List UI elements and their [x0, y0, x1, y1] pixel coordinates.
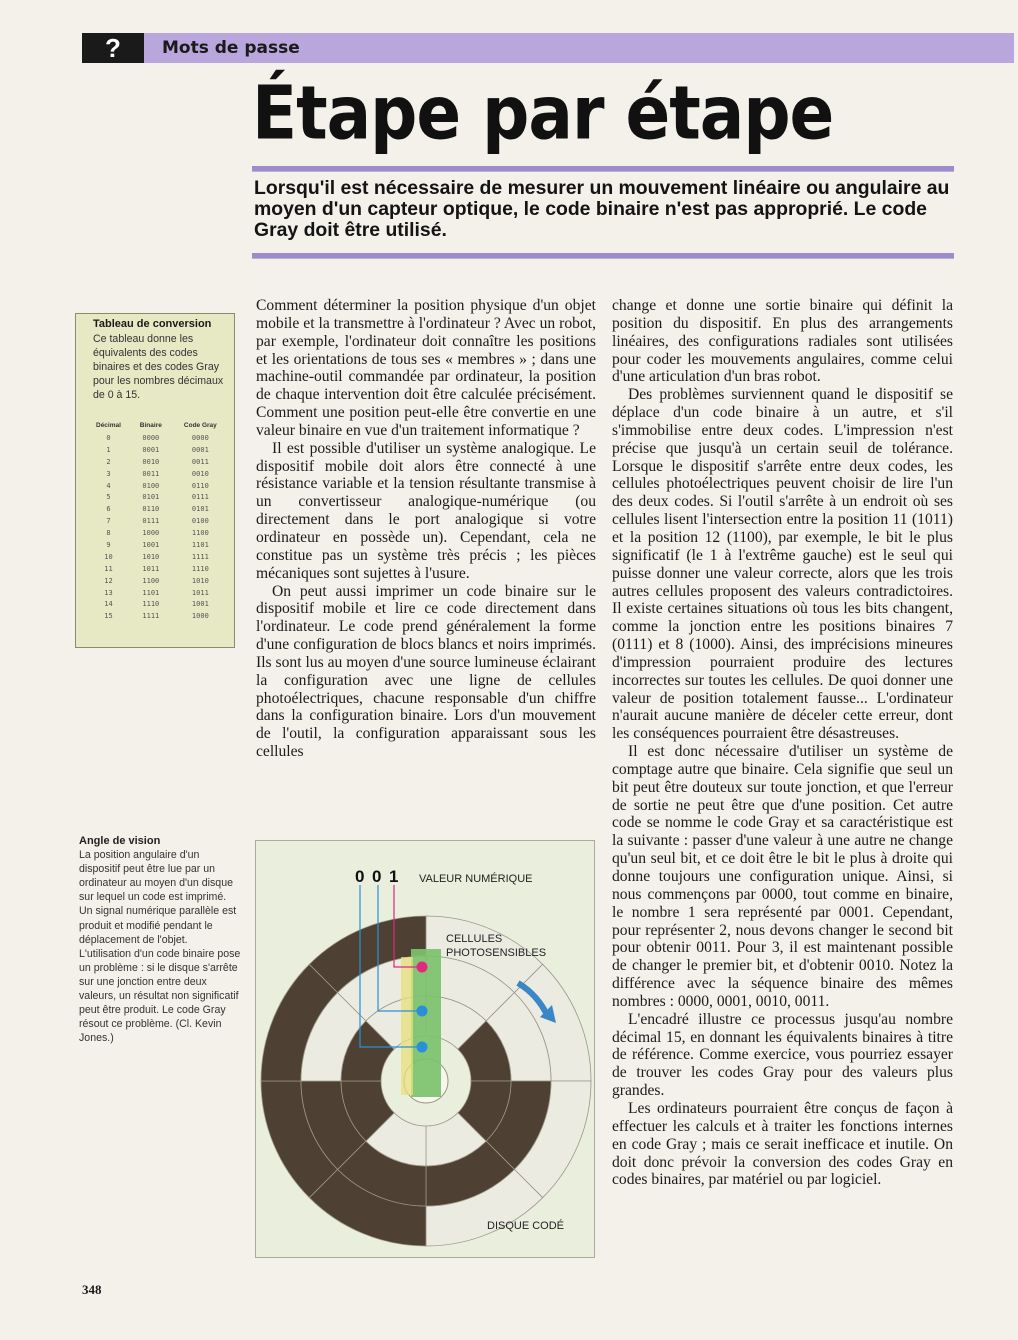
table-cell: 1100: [142, 576, 160, 585]
table-row: [86, 587, 230, 599]
table-cell: 0111: [191, 493, 209, 502]
table-cell: 0011: [191, 457, 209, 466]
table-row: [86, 539, 230, 551]
table-cell: 0111: [142, 517, 160, 526]
question-badge: ?: [82, 33, 144, 63]
table-cell: 0: [106, 433, 111, 442]
table-cell: 1111: [191, 552, 209, 561]
table-cell: 1110: [142, 600, 160, 609]
table-row: [86, 491, 230, 503]
text-column-1: [256, 297, 596, 761]
table-cell: 15: [104, 612, 113, 621]
table-cell: 7: [106, 517, 111, 526]
table-cell: 1011: [142, 564, 160, 573]
coded-disk-figure: [255, 840, 595, 1258]
column-header: Binaire: [139, 421, 162, 429]
table-cell: 1010: [191, 576, 209, 585]
table-cell: 4: [106, 481, 111, 490]
paragraph: Comment déterminer la position physique d'un objet mobile et la transmettre à l'ordinateur ? Avec un robot, par exemple, l'ordinateur doit connaître les positions et les orientations de tous ses « membres » ; dans une machine-outil commandée par ordinateur, la position de chaque intervention doit être calculée précisément. Comment une position peut-elle être convertie en une valeur binaire en vue d'un traitement informatique ?: [256, 297, 596, 439]
paragraph: Les ordinateurs pourraient être conçus de façon à effectuer les calculs et à traiter les fonctions internes en code Gray ; mais ce serait inefficace et inutile. On doit donc prévoir la conversion des codes Gray en codes binaires, par matériel ou par logiciel.: [612, 1099, 953, 1189]
paragraph: Il est possible d'utiliser un système analogique. Le dispositif mobile doit alors être connecté à une résistance variable et la tension résultante transmise à un convertisseur analogique-numérique (ou directement dans le port analogique si votre ordinateur en possède un). Cependant, cela ne constitue pas un système très précis ; les pièces mécaniques sont sujettes à l'usure.: [256, 439, 596, 582]
table-cell: 1101: [191, 540, 209, 549]
photocell-dot: [417, 1042, 428, 1053]
table-cell: 0010: [142, 457, 160, 466]
cells-label: PHOTOSENSIBLES: [446, 947, 547, 959]
table-row: [86, 527, 230, 539]
table-cell: 5: [106, 493, 111, 502]
table-cell: 10: [104, 552, 113, 561]
table-cell: 0001: [191, 445, 209, 454]
caption-text: La position angulaire d'un dispositif peut être lue par un ordinateur au moyen d'un disque sur lequel un code est imprimé. Un signal numérique parallèle est produit et modifié pendant le déplacement de l'objet. L'utilisation d'un code binaire pose un problème : si le disque s'arrête sur une jonction entre deux valeurs, un résultat non significatif peut être produit. Le code Gray résout ce problème. (Cl. Kevin Jones.): [79, 849, 241, 1045]
table-cell: 0101: [142, 493, 160, 502]
table-cell: 1110: [191, 564, 209, 573]
table-row: [86, 468, 230, 480]
table-cell: 1000: [142, 529, 160, 538]
table-cell: 2: [106, 457, 111, 466]
table-header-row: [86, 418, 230, 432]
title-rule: [252, 166, 954, 172]
table-cell: 0110: [142, 505, 160, 514]
table-cell: 6: [106, 505, 111, 514]
table-cell: 1011: [191, 588, 209, 597]
conversion-table-title: Tableau de conversion: [93, 318, 212, 330]
digit-label: 0: [355, 867, 365, 886]
table-cell: 0101: [191, 505, 209, 514]
table-cell: 9: [106, 540, 111, 549]
table-cell: 0001: [142, 445, 160, 454]
table-row: [86, 551, 230, 563]
column-header: Décimal: [96, 421, 121, 429]
table-cell: 1111: [142, 612, 160, 621]
table-cell: 1000: [191, 612, 209, 621]
table-cell: 8: [106, 529, 111, 538]
page-number: 348: [82, 1282, 102, 1297]
caption-title: Angle de vision: [79, 835, 161, 847]
photocell-dot-on: [417, 962, 428, 973]
disk-label: DISQUE CODÉ: [487, 1220, 565, 1232]
table-cell: 13: [104, 588, 113, 597]
table-row: [86, 444, 230, 456]
table-cell: 1001: [142, 540, 160, 549]
table-cell: 1100: [191, 529, 209, 538]
lead-paragraph: Lorsqu'il est nécessaire de mesurer un mouvement linéaire ou angulaire au moyen d'un capteur optique, le code binaire n'est pas approprié. Le code Gray doit être utilisé.: [254, 177, 950, 241]
table-row: [86, 610, 230, 622]
table-row: [86, 432, 230, 444]
paragraph: L'encadré illustre ce processus jusqu'au nombre décimal 15, en donnant les équivalents binaires à titre de référence. Comme exercice, vous pourriez essayer de trouver les codes Gray pour des valeurs plus grandes.: [612, 1010, 953, 1100]
table-row: [86, 515, 230, 527]
table-cell: 3: [106, 469, 111, 478]
table-cell: 0010: [191, 469, 209, 478]
table-row: [86, 598, 230, 610]
conversion-table: [86, 418, 230, 622]
paragraph: On peut aussi imprimer un code binaire sur le dispositif mobile et lire ce code directement dans l'ordinateur. Le code prend généralement la forme d'une configuration de blocs blancs et noirs imprimés. Ils sont lus au moyen d'une source lumineuse éclairant la configuration avec une ligne de cellules photoélectriques, chacune responsable d'un chiffre dans la configuration binaire. Lors d'un mouvement de l'outil, la configuration apparaissant sous les cellules: [256, 582, 596, 761]
conversion-table-description: Ce tableau donne les équivalents des codes binaires et des codes Gray pour les nombres décimaux de 0 à 15.: [93, 333, 224, 401]
table-cell: 14: [104, 600, 113, 609]
table-row: [86, 456, 230, 468]
table-row: [86, 480, 230, 492]
table-cell: 1101: [142, 588, 160, 597]
table-cell: 1001: [191, 600, 209, 609]
table-cell: 12: [104, 576, 113, 585]
figure-caption: [79, 834, 241, 1045]
digit-label: 0: [372, 867, 382, 886]
paragraph: Des problèmes surviennent quand le dispositif se déplace d'un code binaire à un autre, et s'il s'immobilise entre deux codes. L'impression n'est précise que jusqu'à un certain seuil de tolérance. Lorsque le dispositif s'arrête entre deux codes, les cellules photoélectriques peuvent choisir de lire l'un des deux codes. Si l'outil s'arrête à un endroit où ses cellules lisent l'intersection entre la position 11 (1011) et la position 12 (1100), par exemple, le bit le plus significatif (le 1 à l'extrême gauche) est le seul qui puisse donner une valeur correcte, alors que les trois autres cellules proposent des valeurs contradictoires. Il existe certaines situations où tous les bits changent, comme la jonction entre les positions binaires 7 (0111) et 8 (1000). Ainsi, des imprécisions mineures d'impression pourraient produire des lectures incorrectes sur toutes les cellules. De quoi donner une valeur de position totalement fausse... L'ordinateur n'aurait aucune manière de déceler cette erreur, dont les conséquences pourraient être désastreuses.: [612, 386, 953, 743]
table-cell: 0000: [191, 433, 209, 442]
table-cell: 0011: [142, 469, 160, 478]
paragraph: Il est donc nécessaire d'utiliser un système de comptage autre que binaire. Cela signifie que seul un bit peut être douteux sur toute jonction, et que l'erreur de sortie ne peut être que d'une position. Cet autre code se nomme le code Gray et sa caractéristique est la suivante : passer d'une valeur à une autre ne change qu'un seul bit, et ce doit être le bit le plus à droite qui donne toujours une configuration unique. Ainsi, si nous commençons par 0000, tout comme en binaire, le nombre 1 sera représenté par 0001. Cependant, pour représenter 2, nous devons changer le second bit pour obtenir 0011. Pour 3, il est maintenant possible de changer le premier bit, et d'obtenir 0010. Notez la différence avec la séquence binaire des mêmes nombres : 0000, 0001, 0010, 0011.: [612, 743, 953, 1010]
table-cell: 1010: [142, 552, 160, 561]
table-cell: 0100: [191, 517, 209, 526]
text-column-2: [612, 297, 953, 1189]
coded-disk-illustration: [256, 841, 594, 1257]
page-title: Étape par étape: [252, 70, 834, 157]
column-header: Code Gray: [183, 421, 217, 429]
table-cell: 0110: [191, 481, 209, 490]
lead-rule: [252, 253, 954, 259]
table-row: [86, 575, 230, 587]
table-row: [86, 563, 230, 575]
table-cell: 0000: [142, 433, 160, 442]
table-cell: 11: [104, 564, 113, 573]
paragraph: change et donne une sortie binaire qui définit la position du dispositif. En plus des arrangements linéaires, des configurations radiales sont utilisées pour coder les mouvements angulaires, comme celui d'une articulation d'un bras robot.: [612, 297, 953, 386]
digit-label: 1: [389, 867, 399, 886]
section-label: Mots de passe: [162, 38, 300, 58]
photocell-strip: [411, 949, 441, 1097]
table-row: [86, 503, 230, 515]
photocell-dot: [417, 1006, 428, 1017]
cells-label: CELLULES: [446, 933, 503, 945]
table-cell: 0100: [142, 481, 160, 490]
value-label: VALEUR NUMÉRIQUE: [419, 873, 533, 885]
conversion-table-box: [75, 313, 235, 648]
table-cell: 1: [106, 445, 111, 454]
light-beam: [401, 957, 413, 1095]
